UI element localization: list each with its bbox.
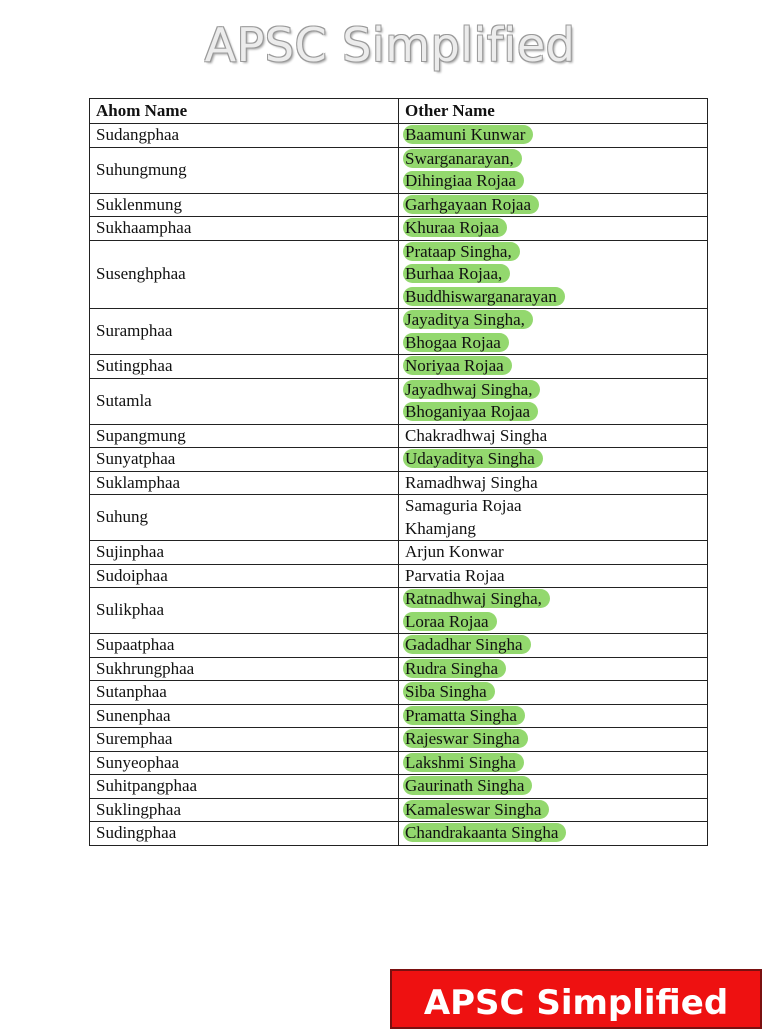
table-row [90, 634, 708, 658]
other-name-line [405, 124, 701, 147]
highlighted-text: Gadadhar Singha [403, 635, 531, 654]
highlighted-text: Dihingiaa Rojaa [403, 171, 524, 190]
ahom-name-cell: Sudoiphaa [90, 564, 399, 588]
table-row [90, 798, 708, 822]
highlighted-text: Rudra Singha [403, 659, 506, 678]
other-name-text: Chakradhwaj Singha [405, 425, 548, 445]
table-row [90, 147, 708, 193]
other-name-line [405, 518, 701, 541]
ahom-name-cell: Sudingphaa [90, 822, 399, 846]
other-name-cell [399, 424, 708, 448]
other-name-line [405, 401, 701, 424]
table-row [90, 378, 708, 424]
highlighted-text: Lakshmi Singha [403, 753, 524, 772]
other-name-line [405, 332, 701, 355]
other-name-cell [399, 588, 708, 634]
highlighted-text: Siba Singha [403, 682, 495, 701]
other-name-line [405, 752, 701, 775]
ahom-name-cell: Sutamla [90, 378, 399, 424]
ahom-name-cell: Sunyeophaa [90, 751, 399, 775]
other-name-cell [399, 240, 708, 309]
other-name-line [405, 588, 701, 611]
other-name-line [405, 379, 701, 402]
column-header-other-name: Other Name [399, 99, 708, 124]
ahom-name-cell: Sutanphaa [90, 681, 399, 705]
highlighted-text: Bhogaa Rojaa [403, 333, 509, 352]
table-row [90, 541, 708, 565]
other-name-line [405, 472, 701, 495]
highlighted-text: Prataap Singha, [403, 242, 520, 261]
brand-banner: APSC Simplified [390, 969, 762, 1029]
other-name-line [405, 658, 701, 681]
other-name-cell [399, 309, 708, 355]
other-name-cell [399, 728, 708, 752]
ahom-name-cell: Sujinphaa [90, 541, 399, 565]
table-row [90, 193, 708, 217]
other-name-cell [399, 448, 708, 472]
other-name-cell [399, 147, 708, 193]
watermark-title: APSC Simplified [204, 18, 576, 72]
highlighted-text: Udayaditya Singha [403, 449, 543, 468]
table-row [90, 681, 708, 705]
other-name-text: Parvatia Rojaa [405, 565, 505, 585]
ahom-name-cell: Sukhrungphaa [90, 657, 399, 681]
ahom-name-cell: Supangmung [90, 424, 399, 448]
other-name-line [405, 425, 701, 448]
other-name-line [405, 822, 701, 845]
ahom-name-cell: Suhung [90, 495, 399, 541]
highlighted-text: Rajeswar Singha [403, 729, 528, 748]
table-row [90, 751, 708, 775]
other-name-line [405, 170, 701, 193]
highlighted-text: Noriyaa Rojaa [403, 356, 512, 375]
table-row [90, 728, 708, 752]
highlighted-text: Loraa Rojaa [403, 612, 497, 631]
table-row [90, 775, 708, 799]
highlighted-text: Bhoganiyaa Rojaa [403, 402, 538, 421]
highlighted-text: Chandrakaanta Singha [403, 823, 566, 842]
highlighted-text: Ratnadhwaj Singha, [403, 589, 550, 608]
ahom-name-cell: Sunyatphaa [90, 448, 399, 472]
highlighted-text: Khuraa Rojaa [403, 218, 507, 237]
other-name-cell [399, 564, 708, 588]
other-name-line [405, 286, 701, 309]
highlighted-text: Gaurinath Singha [403, 776, 532, 795]
other-name-line [405, 565, 701, 588]
table-row [90, 124, 708, 148]
ahom-kings-table [89, 98, 708, 846]
other-name-cell [399, 751, 708, 775]
table-row [90, 564, 708, 588]
table-row [90, 448, 708, 472]
table-row [90, 495, 708, 541]
table-row [90, 217, 708, 241]
other-name-line [405, 728, 701, 751]
highlighted-text: Kamaleswar Singha [403, 800, 549, 819]
table-row [90, 424, 708, 448]
ahom-name-cell: Sukhaamphaa [90, 217, 399, 241]
table-row [90, 240, 708, 309]
table-row [90, 822, 708, 846]
other-name-line [405, 775, 701, 798]
other-name-cell [399, 775, 708, 799]
other-name-cell [399, 217, 708, 241]
other-name-line [405, 309, 701, 332]
highlighted-text: Jayaditya Singha, [403, 310, 533, 329]
other-name-line [405, 148, 701, 171]
other-name-text: Ramadhwaj Singha [405, 472, 538, 492]
ahom-name-cell: Suklenmung [90, 193, 399, 217]
table-row [90, 309, 708, 355]
other-name-line [405, 681, 701, 704]
table-row [90, 588, 708, 634]
other-name-cell [399, 378, 708, 424]
other-name-text: Samaguria Rojaa [405, 496, 522, 515]
highlighted-text: Jayadhwaj Singha, [403, 380, 540, 399]
table-body [90, 124, 708, 846]
ahom-name-cell: Suhitpangphaa [90, 775, 399, 799]
table-row [90, 471, 708, 495]
other-name-line [405, 355, 701, 378]
ahom-name-cell: Susenghphaa [90, 240, 399, 309]
table-header-row [90, 99, 708, 124]
other-name-line [405, 217, 701, 240]
other-name-cell [399, 541, 708, 565]
highlighted-text: Burhaa Rojaa, [403, 264, 510, 283]
other-name-line [405, 495, 701, 518]
table-row [90, 355, 708, 379]
other-name-line [405, 611, 701, 634]
column-header-ahom-name: Ahom Name [90, 99, 399, 124]
table-row [90, 657, 708, 681]
highlighted-text: Baamuni Kunwar [403, 125, 533, 144]
other-name-text: Arjun Konwar [405, 542, 504, 561]
other-name-cell [399, 471, 708, 495]
ahom-name-cell: Suklamphaa [90, 471, 399, 495]
ahom-name-cell: Suremphaa [90, 728, 399, 752]
other-name-cell [399, 798, 708, 822]
ahom-name-cell: Supaatphaa [90, 634, 399, 658]
ahom-name-cell: Sudangphaa [90, 124, 399, 148]
table-row [90, 704, 708, 728]
highlighted-text: Pramatta Singha [403, 706, 525, 725]
other-name-line [405, 634, 701, 657]
other-name-text: Khamjang [405, 518, 476, 538]
other-name-cell [399, 657, 708, 681]
other-name-line [405, 263, 701, 286]
other-name-cell [399, 681, 708, 705]
ahom-name-cell: Suklingphaa [90, 798, 399, 822]
other-name-cell [399, 355, 708, 379]
ahom-name-cell: Sutingphaa [90, 355, 399, 379]
other-name-cell [399, 495, 708, 541]
ahom-name-cell: Sunenphaa [90, 704, 399, 728]
other-name-line [405, 194, 701, 217]
ahom-name-cell: Sulikphaa [90, 588, 399, 634]
highlighted-text: Swarganarayan, [403, 149, 522, 168]
other-name-cell [399, 634, 708, 658]
ahom-name-cell: Suhungmung [90, 147, 399, 193]
other-name-cell [399, 822, 708, 846]
other-name-cell [399, 704, 708, 728]
highlighted-text: Buddhiswarganarayan [403, 287, 565, 306]
highlighted-text: Garhgayaan Rojaa [403, 195, 539, 214]
other-name-line [405, 241, 701, 264]
other-name-line [405, 799, 701, 822]
other-name-cell [399, 193, 708, 217]
other-name-line [405, 448, 701, 471]
other-name-line [405, 541, 701, 564]
ahom-name-cell: Suramphaa [90, 309, 399, 355]
other-name-line [405, 705, 701, 728]
other-name-cell [399, 124, 708, 148]
